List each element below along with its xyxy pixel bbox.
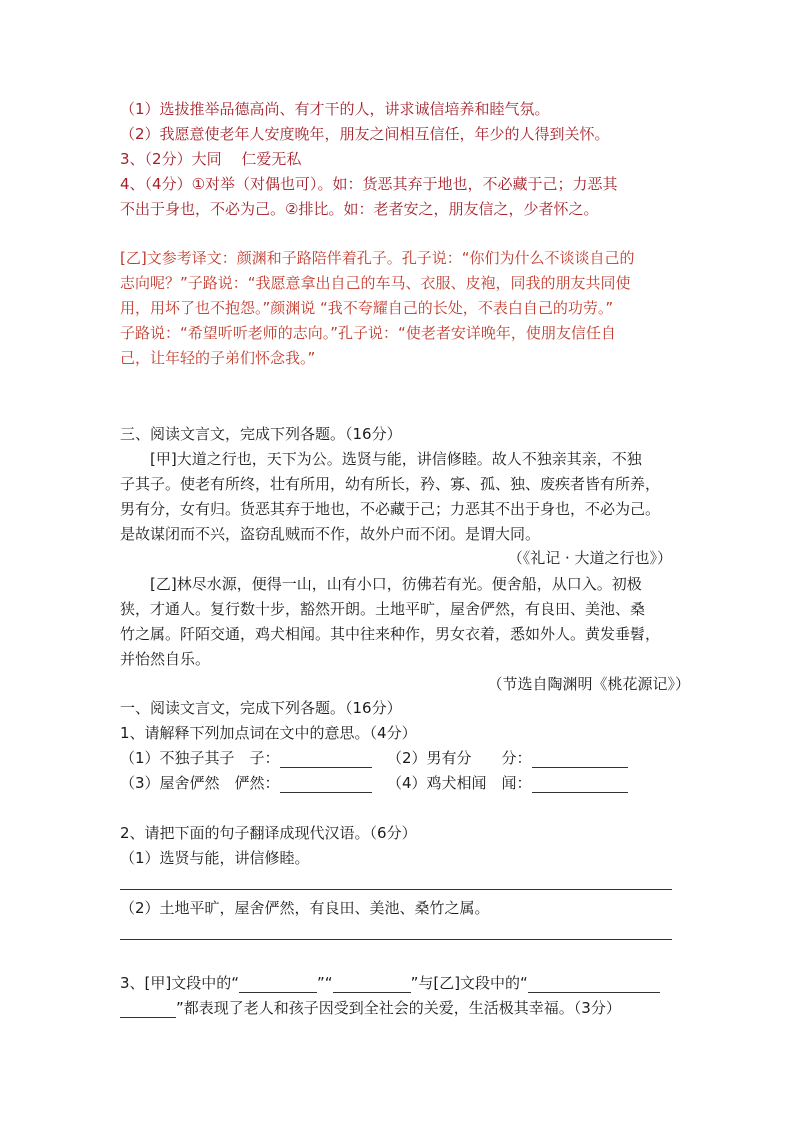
translation-line-2: 志向呢？”子路说：“我愿意拿出自己的车马、衣服、皮袍，同我的朋友共同使: [120, 274, 631, 292]
answer-blank[interactable]: [120, 1001, 176, 1018]
answer-blank[interactable]: [280, 751, 372, 768]
question-1-item-1-label: （1）不独子其子 子：: [120, 749, 280, 767]
passage-jia-source: （《礼记 · 大道之行也》）: [507, 549, 672, 567]
passage-jia-line-4: 是故谋闭而不兴，盗窃乱贼而不作，故外户而不闭。是谓大同。: [120, 525, 541, 543]
translation-line-3: 用，用坏了也不抱怨。”颜渊说 “我不夸耀自己的长处，不表白自己的功劳。”: [120, 299, 614, 317]
answer-blank[interactable]: [280, 776, 372, 793]
question-1-item-4: [387, 773, 628, 793]
passage-jia-line-2: 子其子。使老有所终，壮有所用，幼有所长，矜、寡、孤、独、废疾者皆有所养，: [120, 475, 661, 493]
passage-jia-line-1: [甲]大道之行也，天下为公。选贤与能，讲信修睦。故人不独亲其亲，不独: [150, 450, 642, 468]
question-2-item-1: （1）选贤与能，讲信修睦。: [120, 849, 310, 867]
question-2-item-2: （2）土地平旷，屋舍俨然，有良田、美池、桑竹之属。: [120, 899, 490, 917]
answer-blank[interactable]: [239, 976, 317, 993]
questions-heading: 一、阅读文言文，完成下列各题。（16分）: [120, 699, 402, 717]
question-1-item-3: [120, 773, 372, 793]
question-1-item-4-label: （4）鸡犬相闻 闻：: [387, 774, 532, 792]
answer-line-2: （2）我愿意使老年人安度晚年，朋友之间相互信任，年少的人得到关怀。: [120, 125, 610, 143]
question-2: 2、请把下面的句子翻译成现代汉语。（6分）: [120, 824, 417, 842]
translation-line-4: 子路说：“希望听听老师的志向。”孔子说：“使老者安详晚年，使朋友信任自: [120, 324, 616, 342]
passage-yi-line-4: 并怡然自乐。: [120, 650, 211, 668]
answer-line[interactable]: [120, 939, 672, 940]
answer-blank[interactable]: [528, 976, 660, 993]
question-3-part-3: ”与[乙]文段中的“: [410, 974, 528, 992]
passage-yi-source: （节选自陶渊明《桃花源记》）: [487, 675, 690, 693]
question-3-part-4: ”都表现了老人和孩子因受到全社会的关爱，生活极其幸福。（3分）: [176, 999, 621, 1017]
section3-heading: 三、阅读文言文，完成下列各题。（16分）: [120, 425, 402, 443]
question-1-item-1: [120, 748, 372, 768]
passage-yi-line-2: 狭，才通人。复行数十步，豁然开朗。土地平旷，屋舍俨然，有良田、美池、桑: [120, 600, 646, 618]
answer-blank[interactable]: [532, 751, 628, 768]
question-1-item-2: [387, 748, 628, 768]
question-1-item-2-label: （2）男有分 分：: [387, 749, 532, 767]
question-3-line-1: [120, 973, 660, 993]
passage-yi-line-3: 竹之属。阡陌交通，鸡犬相闻。其中往来种作，男女衣着，悉如外人。黄发垂髫，: [120, 625, 661, 643]
answer-q4-line-1: 4、（4分）①对举（对偶也可）。如：货恶其弃于地也，不必藏于己；力恶其: [120, 175, 618, 193]
question-1: 1、请解释下列加点词在文中的意思。（4分）: [120, 724, 417, 742]
answer-q4-line-2: 不出于身也，不必为己。②排比。如：老者安之，朋友信之，少者怀之。: [120, 200, 599, 218]
answer-blank[interactable]: [333, 976, 411, 993]
answer-line[interactable]: [120, 889, 672, 890]
question-3-line-2: [120, 998, 621, 1018]
passage-jia-line-3: 男有分，女有归。货恶其弃于地也，不必藏于己；力恶其不出于身也，不必为己。: [120, 500, 661, 518]
question-3-part-2: ”“: [317, 974, 333, 992]
answer-line-1: （1）选拔推举品德高尚、有才干的人，讲求诚信培养和睦气氛。: [120, 100, 550, 118]
answer-q3: 3、（2分）大同 仁爱无私: [120, 150, 302, 168]
passage-yi-line-1: [乙]林尽水源，便得一山，山有小口，彷佛若有光。便舍船，从口入。初极: [150, 575, 642, 593]
translation-line-5: 己，让年轻的子弟们怀念我。”: [120, 349, 316, 367]
question-3-part-1: 3、[甲]文段中的“: [120, 974, 240, 992]
answer-blank[interactable]: [532, 776, 628, 793]
translation-line-1: [乙]文参考译文：颜渊和子路陪伴着孔子。孔子说：“你们为什么不谈谈自己的: [120, 249, 635, 267]
question-1-item-3-label: （3）屋舍俨然 俨然：: [120, 774, 280, 792]
